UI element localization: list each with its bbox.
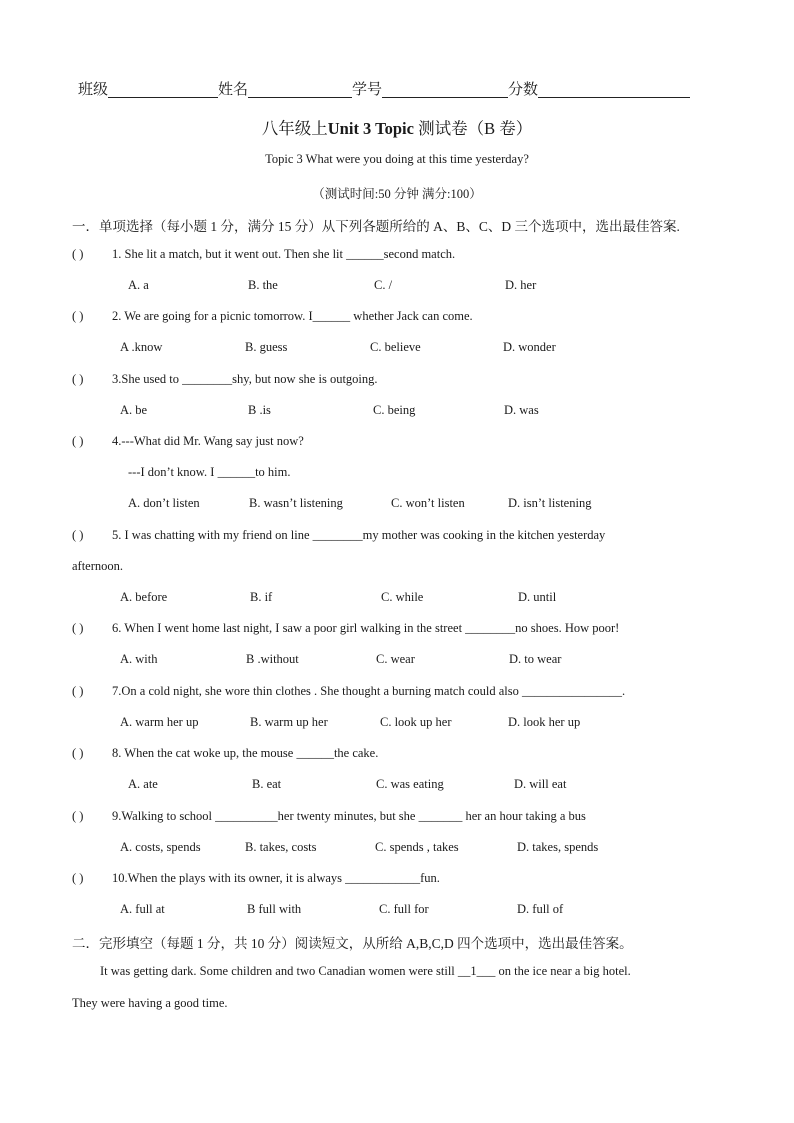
- question-text: 3.She used to ________shy, but now she is outgoing.: [112, 372, 378, 386]
- student-id-label: 学号: [352, 82, 383, 98]
- answer-paren[interactable]: ( ): [72, 809, 84, 823]
- option-b: B .without: [246, 652, 299, 666]
- option-b: B. guess: [245, 340, 288, 354]
- question-6: [72, 621, 619, 636]
- option-b: B. eat: [252, 777, 282, 791]
- option-b: B. takes, costs: [245, 840, 317, 854]
- question-text: 4.---What did Mr. Wang say just now?: [112, 434, 304, 448]
- student-id-blank[interactable]: [382, 81, 508, 98]
- option-d: D. will eat: [514, 777, 567, 791]
- title-prefix: 八年级上: [261, 119, 328, 138]
- score-blank[interactable]: [538, 81, 690, 98]
- option-a: A. be: [120, 403, 148, 417]
- option-c: C. full for: [379, 902, 429, 916]
- question-text: 2. We are going for a picnic tomorrow. I______ whether Jack can come.: [112, 309, 473, 323]
- answer-paren[interactable]: ( ): [72, 372, 84, 386]
- answer-paren[interactable]: ( ): [72, 621, 84, 635]
- option-c: C. believe: [370, 340, 421, 354]
- question-text: 7.On a cold night, she wore thin clothes . She thought a burning match could also ________________.: [112, 684, 626, 698]
- answer-paren[interactable]: ( ): [72, 684, 84, 698]
- answer-paren[interactable]: ( ): [72, 746, 84, 760]
- option-a: A .know: [120, 340, 163, 354]
- question-4-reply: ---I don’t know. I ______to him.: [128, 465, 291, 479]
- answer-paren[interactable]: ( ): [72, 309, 84, 323]
- option-b: B. warm up her: [250, 715, 328, 729]
- question-text: 10.When the plays with its owner, it is always ____________fun.: [112, 871, 440, 885]
- class-blank[interactable]: [108, 81, 218, 98]
- question-3: [72, 372, 378, 387]
- section1-heading: 一．单项选择（每小题 1 分，满分 15 分）从下列各题所给的 A、B、C、D 三个选项中，选出最佳答案.: [72, 219, 680, 234]
- option-b: B. the: [248, 278, 278, 292]
- option-b: B. if: [250, 590, 273, 604]
- answer-paren[interactable]: ( ): [72, 434, 84, 448]
- question-8: [72, 746, 378, 761]
- passage-line-1: It was getting dark. Some children and two Canadian women were still __1___ on the ice near a big hotel.: [100, 964, 631, 978]
- section2-heading: 二．完形填空（每题 1 分，共 10 分）阅读短文，从所给 A,B,C,D 四个选项中，选出最佳答案。: [72, 936, 633, 951]
- question-5-continuation: afternoon.: [72, 559, 124, 573]
- question-4: [72, 434, 304, 449]
- answer-paren[interactable]: ( ): [72, 528, 84, 542]
- option-a: A. costs, spends: [120, 840, 201, 854]
- option-d: D. wonder: [503, 340, 556, 354]
- question-7: [72, 684, 625, 699]
- title-suffix: 测试卷（B 卷）: [413, 119, 533, 138]
- answer-paren[interactable]: ( ): [72, 247, 84, 261]
- question-text: 8. When the cat woke up, the mouse ______the cake.: [112, 746, 379, 760]
- option-d: D. look her up: [508, 715, 581, 729]
- page-title: [0, 115, 794, 139]
- option-b: B .is: [248, 403, 271, 417]
- option-a: A. warm her up: [120, 715, 199, 729]
- option-d: D. until: [518, 590, 557, 604]
- option-a: A. ate: [128, 777, 158, 791]
- option-c: C. was eating: [376, 777, 444, 791]
- title-unit: Unit 3 Topic: [327, 119, 414, 138]
- student-info-header: [78, 78, 718, 99]
- option-b: B full with: [247, 902, 302, 916]
- score-label: 分数: [508, 82, 539, 98]
- option-a: A. a: [128, 278, 149, 292]
- option-a: A. with: [120, 652, 158, 666]
- question-5: [72, 528, 605, 543]
- passage-line-2: They were having a good time.: [72, 996, 228, 1010]
- option-d: D. full of: [517, 902, 564, 916]
- option-c: C. while: [381, 590, 424, 604]
- name-blank[interactable]: [248, 81, 352, 98]
- option-c: C. spends , takes: [375, 840, 459, 854]
- question-text: 5. I was chatting with my friend on line ________my mother was cooking in the kitchen yesterday: [112, 528, 606, 542]
- question-10: [72, 871, 440, 886]
- question-2: [72, 309, 473, 324]
- option-c: C. won’t listen: [391, 496, 465, 510]
- option-c: C. being: [373, 403, 416, 417]
- option-d: D. her: [505, 278, 537, 292]
- question-text: 1. She lit a match, but it went out. Then she lit ______second match.: [112, 247, 456, 261]
- name-label: 姓名: [218, 82, 249, 98]
- option-c: C. /: [374, 278, 393, 292]
- option-a: A. don’t listen: [128, 496, 200, 510]
- option-a: A. full at: [120, 902, 165, 916]
- question-text: 9.Walking to school __________her twenty minutes, but she _______ her an hour taking a bus: [112, 809, 586, 823]
- question-1: [72, 247, 455, 262]
- option-d: D. takes, spends: [517, 840, 599, 854]
- option-d: D. to wear: [509, 652, 562, 666]
- class-label: 班级: [78, 82, 109, 98]
- option-b: B. wasn’t listening: [249, 496, 343, 510]
- option-a: A. before: [120, 590, 168, 604]
- answer-paren[interactable]: ( ): [72, 871, 84, 885]
- option-d: D. was: [504, 403, 539, 417]
- question-text: 6. When I went home last night, I saw a poor girl walking in the street ________no shoes. How poor!: [112, 621, 620, 635]
- topic-subtitle: Topic 3 What were you doing at this time yesterday?: [265, 152, 529, 166]
- option-c: C. wear: [376, 652, 415, 666]
- question-9: [72, 809, 586, 824]
- time-info: （测试时间:50 分钟 满分:100）: [312, 187, 482, 201]
- option-d: D. isn’t listening: [508, 496, 592, 510]
- option-c: C. look up her: [380, 715, 452, 729]
